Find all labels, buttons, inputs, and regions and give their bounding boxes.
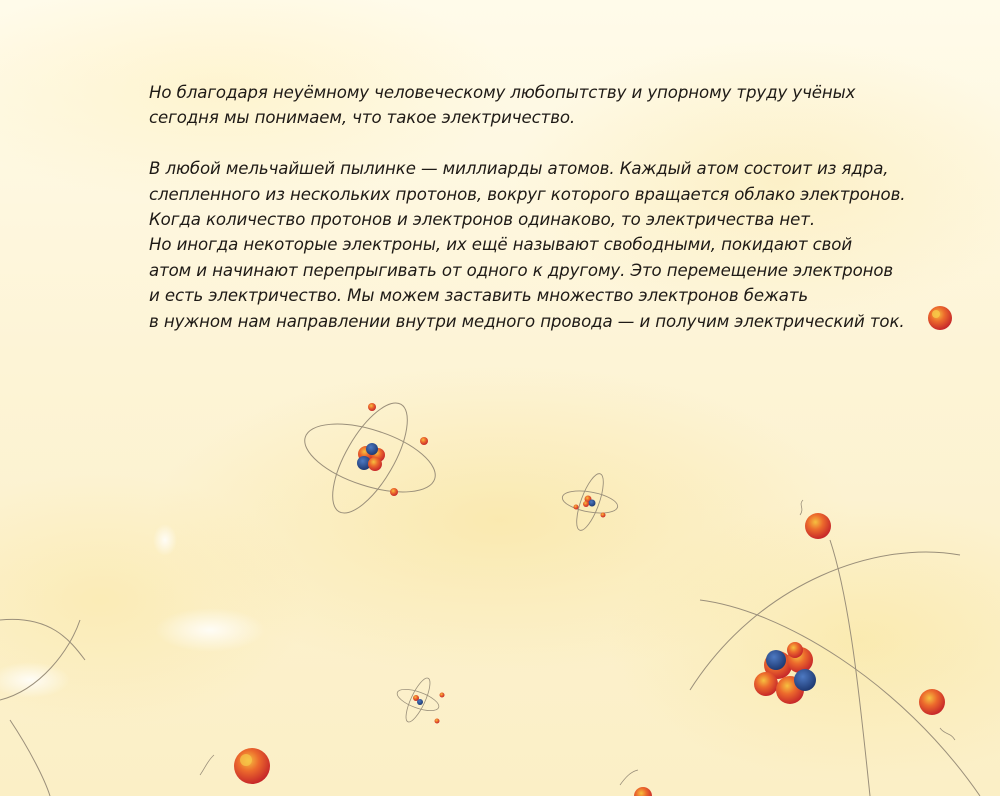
text-line: и есть электричество. Мы можем заставить множество электронов бежать (149, 286, 809, 306)
text-line: в нужном нам направлении внутри медного провода — и получим электрический ток. (149, 311, 905, 331)
atom-large (690, 500, 980, 796)
text-line: Но благодаря неуёмному человеческому любопытству и упорному труду учёных (149, 83, 856, 102)
paragraph-intro (149, 80, 909, 131)
text-line: В любой мельчайшей пылинке — миллиарды атомов. Каждый атом состоит из ядра, (149, 159, 889, 179)
text-line: Но иногда некоторые электроны, их ещё называют свободными, покидают свой (149, 235, 853, 255)
free-electron-right (928, 306, 952, 330)
text-line: сегодня мы понимаем, что такое электричество. (149, 108, 576, 128)
atom-small (561, 471, 620, 534)
atom-medium (297, 392, 444, 523)
text-line: слепленного из нескольких протонов, вокруг которого вращается облако электронов. (149, 184, 906, 204)
atom-tiny (395, 675, 445, 724)
paragraph-atoms (149, 156, 909, 334)
text-line: атом и начинают перепрыгивать от одного к другому. Это перемещение электронов (149, 260, 894, 280)
text-line: Когда количество протонов и электронов одинаково, то электричества нет. (149, 210, 815, 230)
body-text (149, 80, 909, 334)
electron-bottom-edge (620, 770, 652, 796)
paper-highlights (0, 524, 265, 698)
